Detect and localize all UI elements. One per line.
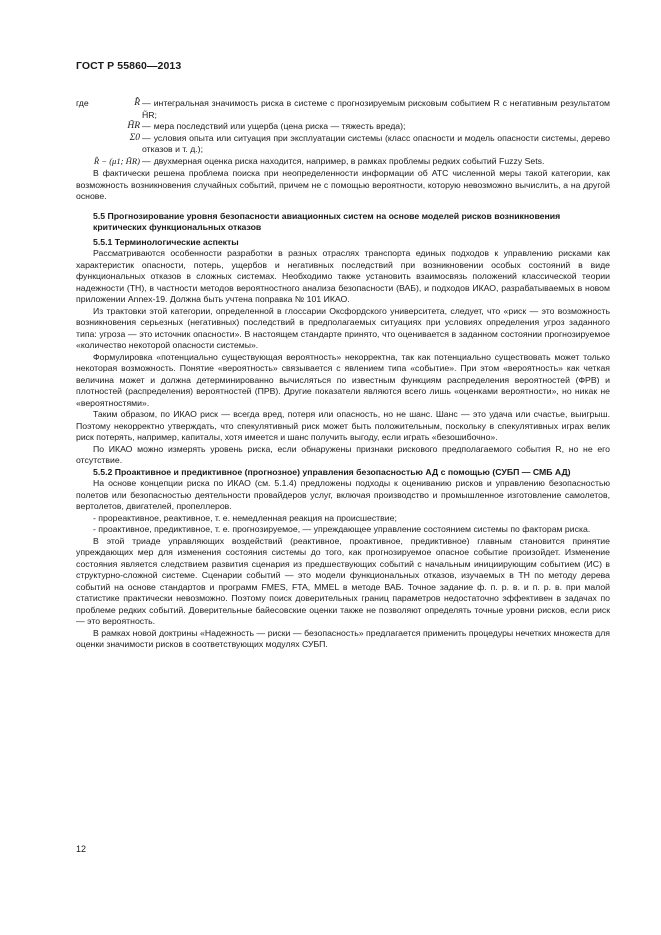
document-body <box>76 98 610 651</box>
paragraph: Формулировка «потенциально существующая вероятность» некорректна, так как потенциально существовать может только некоторая возможность. Понятие «вероятность» связывается с явлением типа «событие». При этом «вероятность» как четкая величина может и должна детерминированно вычисляться по известным функциям распределения вероятностей (ФРВ) и плотностей (распределения) вероятностей (ПРВ). Другие показатели являются всего лишь «оценками вероятности», но никак не «вероятностями». <box>76 351 610 408</box>
definition-item <box>76 156 610 168</box>
paragraph: В фактически решена проблема поиска при неопределенности информации об АТС численной меры такой категории, как возможность возникновения случайных событий, причем не с помощью вероятности, которую невозможно вычислить, а на другой основе. <box>76 168 610 201</box>
paragraph: На основе концепции риска по ИКАО (см. 5.1.4) предложены подходы к оцениванию рисков и управлению безопасностью полетов или безопасностью деятельности провайдеров услуг, включая производство и промышленное изготовление самолетов, вертолетов, двигателей, пропеллеров. <box>76 478 610 511</box>
paragraph: В этой триаде управляющих воздействий (реактивное, проактивное, предиктивное) главным становится принятие упреждающих мер для изменения состояния системы до того, как прогнозируемое опасное событие произойдет. Изменение состояния является следствием развития сценария из предшествующих событий с начальным инициирующим событием (ИС) в структурно-сложной системе. Сценарии событий — это модели функциональных отказов, изучаемых в ТН по методу дерева событий на основе стандартов и программ FMES, FTA, MMEL в методе ВАБ. Точное задание ф. п. р. в. и п. р. в. при малой статистике практически невозможно. Поэтому поиск доверительных границ параметров недостаточно эффективен в задачах по проблеме редких событий. Доверительные байесовские оценки также не позволяют определять точные уровни рисков, если риск — это вероятность. <box>76 535 610 626</box>
subsection-heading-5-5-1: 5.5.1 Терминологические аспекты <box>93 236 239 247</box>
definition-dash: — <box>142 155 151 166</box>
definition-symbol: H̃R <box>127 121 140 131</box>
definition-item <box>76 133 610 156</box>
subsection-heading-5-5-2: 5.5.2 Проактивное и предиктивное (прогнозное) управления безопасностью АД с помощью (СУБП — СМБ АД) <box>93 466 571 477</box>
page-number: 12 <box>76 844 87 854</box>
definition-text <box>142 133 610 156</box>
definition-symbol: Σ0 <box>129 132 140 143</box>
definition-text <box>142 98 610 121</box>
definition-description: условия опыта или ситуация при эксплуатации системы (класс опасности и модель опасности системы, дерево отказов и т. д.); <box>142 132 610 154</box>
paragraph: Таким образом, по ИКАО риск — всегда вред, потеря или опасность, но не шанс. Шанс — это удача или счастье, выигрыш. Поэтому некорректно утверждать, что спекулятивный риск может быть положительным, поскольку в спекулятивных играх велик риск потерять, например, капиталы, хотя имеется и шанс получить выгоду, если играть «безошибочно». <box>76 409 610 442</box>
definition-dash: — <box>142 121 151 131</box>
definitions-list <box>76 98 610 167</box>
definition-description: интегральная значимость риска в системе с прогнозируемым рисковым событием R с негативным результатом H̃R; <box>142 98 610 120</box>
definition-item <box>76 121 610 133</box>
paragraph: Из трактовки этой категории, определенной в глоссарии Оксфордского университета, следует, что «риск — это возможность возникновения серьезных (негативных) последствий в предполагаемых ситуациях при условиях определения угроз заданного типа: угроза — это источник опасности». В настоящем стандарте принято, что оценивается в заданном состоянии прогнозируемое «количество некоторой опасности системы». <box>76 305 610 350</box>
paragraph: По ИКАО можно измерять уровень риска, если обнаружены признаки рискового предполагаемого события R, но не его отсутствие. <box>76 443 610 465</box>
list-item: - прореактивное, реактивное, т. е. немедленная реакция на происшествие; <box>93 512 397 523</box>
definition-dash: — <box>142 98 151 108</box>
where-label: где <box>76 98 89 108</box>
list-item: - проактивное, предиктивное, т. е. прогнозируемое, — упреждающее управление состоянием системы по факторам риска. <box>93 524 591 534</box>
standard-header: ГОСТ Р 55860—2013 <box>76 60 182 72</box>
section-heading-5-5: 5.5 Прогнозирование уровня безопасности авиационных систем на основе моделей рисков возникновения критических функциональных отказов <box>93 210 561 232</box>
definition-symbol: R̂ − (μ1; H̃R) <box>93 155 140 166</box>
definition-dash: — <box>142 132 151 143</box>
definition-text <box>142 156 610 168</box>
definition-symbol: R̂ <box>134 98 140 108</box>
paragraph: Рассматриваются особенности разработки в разных отраслях транспорта единых подходов к управлению рисками как характеристик опасности, потерь, ущербов и негативных последствий при возникновении особых состояний в виде функциональных отказов в сложных системах. Необходимо также установить взаимосвязь положений классической теории надежности (ТН), в частности методов вероятностного анализа безопасности (ВАБ), и подходов ИКАО, разрабатываемых в новом приложении Annex-19. Должна быть учтена поправка № 101 ИКАО. <box>76 248 610 304</box>
definition-item <box>76 98 610 121</box>
definition-description: двухмерная оценка риска находится, например, в рамках проблемы редких событий Fuzzy Sets. <box>153 155 545 166</box>
definition-description: мера последствий или ущерба (цена риска — тяжесть вреда); <box>153 121 406 131</box>
paragraph: В рамках новой доктрины «Надежность — риски — безопасность» предлагается применить процедуры нечетких множеств для оценки значимости рисков в соответствующих модулях СУБП. <box>76 627 610 649</box>
definition-text <box>142 121 610 133</box>
